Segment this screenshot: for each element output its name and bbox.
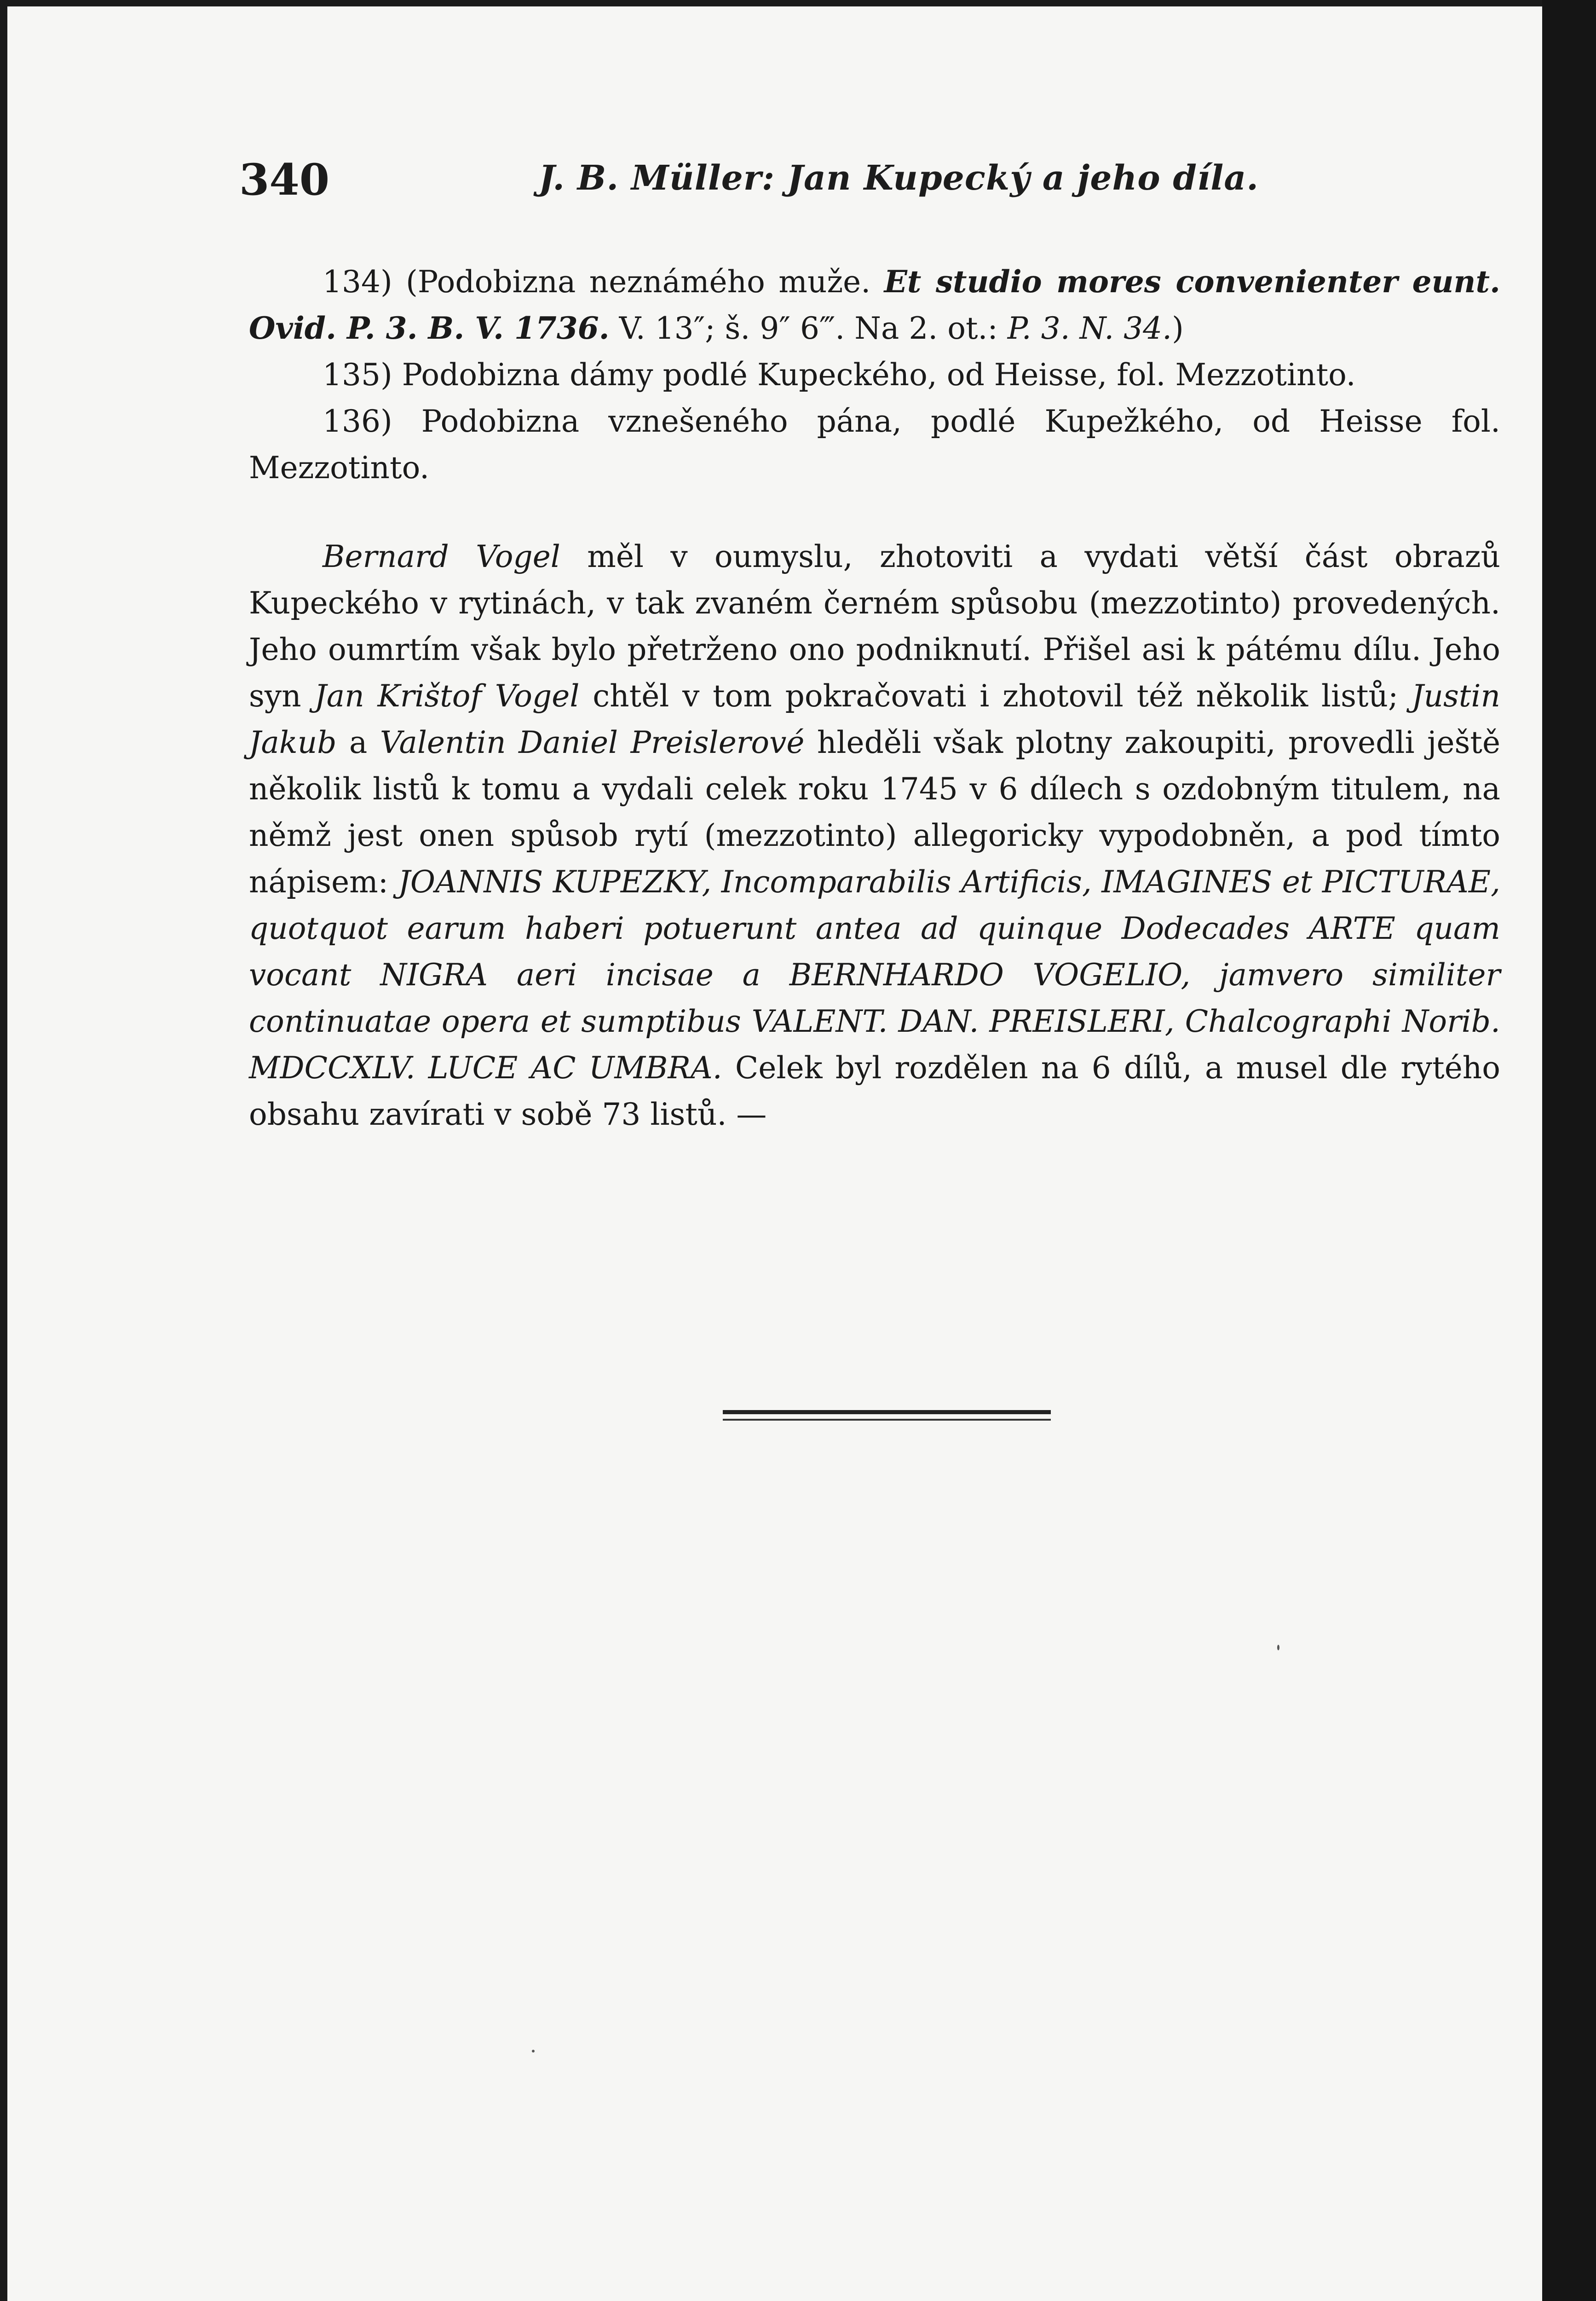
running-head: J. B. Müller: Jan Kupecký a jeho díla. xyxy=(539,158,1259,198)
entry-134-prefix: 134) (Podobizna neznámého muže. xyxy=(323,264,884,300)
name-valentin-daniel-preisler: Valentin Daniel Preislerové xyxy=(380,725,805,760)
name-bernard-vogel: Bernard Vogel xyxy=(323,539,560,574)
page-header xyxy=(7,155,1542,219)
paper-speck xyxy=(1277,1645,1279,1650)
rule-thin xyxy=(723,1419,1051,1421)
paragraph-text-5: Celek byl rozdělen na 6 dílů, a musel dle rytého obsahu zavírati v sobě 73 listů. — xyxy=(249,1050,1500,1132)
latin-title-quote: JOANNIS KUPEZKY, Incomparabilis Artificis, IMAGINES et PICTURAE, quotquot earum haberi potuerunt antea ad quinque Dodecades ARTE quam vocant NIGRA aeri incisae a BERNHARDO VOGELIO, jamvero similiter continuatae opera et sumptibus VALENT. DAN. PREISLERI, Chalcographi Norib. MDCCXLV. LUCE AC UMBRA. xyxy=(249,864,1500,1086)
entry-134 xyxy=(249,259,1500,352)
paragraph-text-2: chtěl v tom pokračovati i zhotovil též několik listů; xyxy=(579,678,1412,714)
section-end-rule xyxy=(723,1410,1051,1421)
paper-speck xyxy=(532,2050,535,2052)
entry-134-dimensions: V. 13″; š. 9″ 6‴. Na 2. ot.: xyxy=(609,311,1008,346)
text-block xyxy=(249,259,1500,1138)
paragraph-text-4: hleděli však plotny zakoupiti, provedli ještě několik listů k tomu a vydali celek roku 1745 v 6 dílech s ozdobným titulem, na němž jest onen spůsob rytí (mezzotinto) allegoricky vypodobněn, a pod tímto nápisem: xyxy=(249,725,1501,900)
paragraph-vogel xyxy=(249,533,1500,1138)
page-number: 340 xyxy=(239,155,330,205)
entry-134-citation: Et studio mores convenienter eunt. Ovid. P. 3. B. V. 1736. xyxy=(249,264,1500,346)
rule-thick xyxy=(723,1410,1051,1414)
paragraph-text-1: měl v oumyslu, zhotoviti a vydati větší část obrazů Kupeckého v rytinách, v tak zvaném černém spůsobu (mezzotinto) provedených. Jeho oumrtím však bylo přetrženo ono podniknutí. Přišel asi k pátému dílu. Jeho syn xyxy=(249,539,1500,714)
name-jan-kristof-vogel: Jan Krištof Vogel xyxy=(314,678,580,714)
entry-135: 135) Podobizna dámy podlé Kupeckého, od Heisse, fol. Mezzotinto. xyxy=(323,357,1356,393)
paragraph-text-3: a xyxy=(336,725,380,760)
book-page xyxy=(7,6,1542,2301)
entry-134-suffix: ) xyxy=(1172,311,1184,346)
entry-136: 136) Podobizna vznešeného pána, podlé Kupežkého, od Heisse fol. Mezzotinto. xyxy=(249,404,1500,486)
name-justin-jakub: Justin Jakub xyxy=(249,678,1500,760)
entry-134-reference: P. 3. N. 34. xyxy=(1007,311,1172,346)
scan-edge xyxy=(1542,0,1596,2301)
